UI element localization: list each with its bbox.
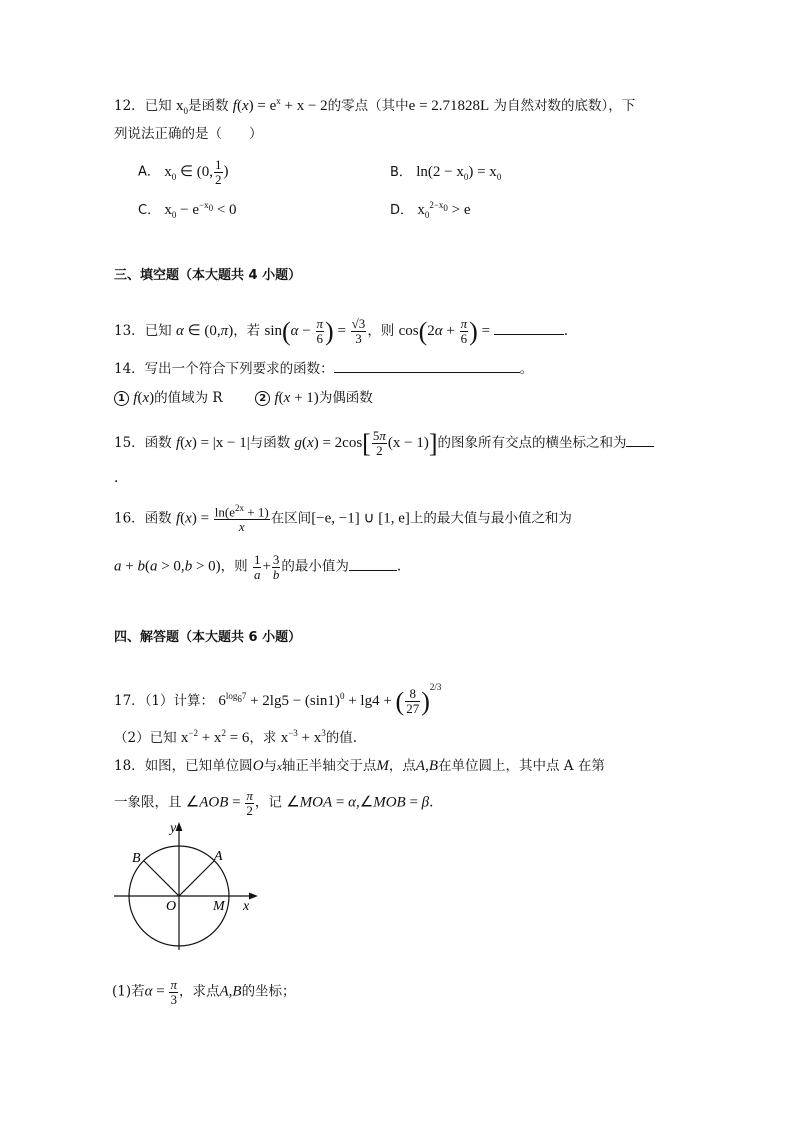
- segment-oa: [179, 861, 214, 896]
- math: b: [137, 558, 145, 575]
- math: x: [185, 510, 192, 527]
- math: f: [175, 510, 181, 527]
- math: (: [302, 435, 308, 452]
- section-4-title: 四、解答题（本大题共 6 小题）: [114, 630, 302, 645]
- option-b: [390, 163, 501, 183]
- math: cos: [398, 323, 419, 340]
- math: $x_0$: [175, 98, 188, 116]
- math: +: [262, 558, 271, 575]
- math: (: [144, 558, 150, 575]
- math: ) =: [191, 510, 213, 527]
- text: 已知: [144, 323, 172, 340]
- question-number: 15．: [114, 435, 145, 452]
- math: α: [144, 983, 153, 1000]
- text: 是函数: [187, 98, 229, 114]
- math: α: [348, 794, 356, 811]
- text: 的最小值为: [281, 558, 349, 575]
- math: α: [290, 323, 299, 340]
- text: .: [396, 558, 402, 575]
- y-axis-arrow: [176, 822, 183, 831]
- math: f: [232, 98, 237, 114]
- math: [: [362, 429, 371, 458]
- text: 与函数: [249, 435, 291, 452]
- fraction: $\frac{3}{b}$: [272, 552, 280, 582]
- text: ，若: [233, 323, 261, 340]
- math: α: [175, 323, 184, 340]
- math: $6^{log_67} + 2\lg 5 - (\sin 1)^0 + \lg 4$ +: [218, 691, 396, 710]
- math: $x_0^{2-x_0} > e$: [417, 200, 471, 220]
- math: ∈ (0,: [183, 323, 221, 340]
- text: 函数: [144, 510, 172, 527]
- question-number: 18．: [114, 758, 145, 774]
- math: =: [332, 794, 349, 811]
- point-m-label: M: [213, 899, 225, 914]
- text: 为自然对数的底数），下: [493, 98, 636, 114]
- math: α: [434, 323, 443, 340]
- text: ，求点: [178, 983, 220, 1000]
- math: MOB: [373, 794, 406, 811]
- text: （1）计算：: [144, 693, 215, 710]
- math: ): [149, 390, 155, 406]
- text: 已知: [144, 98, 172, 114]
- text: 与: [263, 758, 278, 774]
- question-15-end: .: [114, 470, 119, 486]
- math: > 0): [192, 558, 221, 575]
- math: =: [405, 794, 422, 811]
- math: π: [220, 323, 229, 340]
- math: +: [442, 323, 459, 340]
- math: + 1): [290, 390, 319, 406]
- math: =: [333, 323, 350, 340]
- math: ): [228, 323, 234, 340]
- math: O: [252, 758, 264, 774]
- x-axis-label: x: [243, 899, 250, 914]
- math: ∠: [185, 794, 200, 811]
- question-number: 13．: [114, 323, 145, 340]
- math: MOA: [299, 794, 333, 811]
- text: 在单位圆上，其中点 A 在第: [438, 758, 605, 774]
- math: ): [325, 317, 334, 346]
- answer-blank[interactable]: [349, 558, 397, 571]
- text: ，点: [388, 758, 416, 774]
- math: (: [180, 510, 186, 527]
- question-18-line-2: [114, 789, 433, 817]
- math: (: [418, 317, 428, 346]
- math: e = 2.71828L: [408, 98, 490, 114]
- question-18-sub-1: [112, 978, 296, 1006]
- math: (: [236, 98, 242, 114]
- math: (: [278, 390, 284, 406]
- math: ) = 2cos: [313, 435, 363, 452]
- math: =: [477, 323, 494, 340]
- text: 。: [519, 361, 534, 377]
- math: (: [282, 317, 291, 346]
- math: b: [184, 558, 193, 575]
- circled-number-2: 2: [255, 391, 270, 406]
- math: $x^{-3} + x^3$: [280, 728, 326, 746]
- text: ，求: [249, 730, 277, 746]
- math: $\ln(2 - x_0) = x_0$: [416, 164, 502, 182]
- fraction: $\frac{\ln(e^{2x} + 1)}{x}$: [214, 503, 269, 534]
- question-12-line-2: 列说法正确的是（ ）: [114, 126, 263, 142]
- math: M: [376, 758, 389, 774]
- segment-ob: [144, 861, 179, 896]
- math: β: [421, 794, 430, 811]
- option-d: [390, 200, 471, 221]
- text: .: [563, 323, 569, 340]
- math: ]: [428, 429, 438, 458]
- text: 的坐标；: [241, 983, 296, 1000]
- fraction: $\frac{\pi}{6}$: [316, 316, 324, 347]
- math: x: [241, 98, 249, 114]
- unit-circle-figure: [112, 818, 262, 953]
- question-18-line-1: [114, 757, 605, 775]
- math: A,B: [219, 983, 242, 1000]
- math: (: [395, 687, 405, 716]
- math: ): [223, 163, 229, 180]
- question-12-line-1: [114, 96, 635, 117]
- math: x: [277, 761, 282, 773]
- math: x: [307, 435, 314, 452]
- math: ): [469, 317, 478, 346]
- text: .: [429, 794, 434, 811]
- question-number: 17．: [114, 693, 145, 710]
- text: 如图，已知单位圆: [144, 758, 253, 774]
- math: f: [175, 435, 181, 452]
- text: ，记: [254, 794, 282, 811]
- math: A,B: [415, 758, 438, 774]
- math: ∠: [286, 794, 300, 811]
- math: =: [228, 794, 245, 811]
- option-label: D．: [390, 203, 414, 218]
- text: ，则: [367, 323, 395, 340]
- question-number: 16．: [114, 510, 145, 527]
- math: AOB: [199, 794, 229, 811]
- text: 上的最大值与最小值之和为: [409, 510, 572, 527]
- question-15: [114, 428, 654, 459]
- math: g: [294, 435, 303, 452]
- math: a: [114, 558, 122, 575]
- option-label: A．: [138, 164, 160, 180]
- text: ，则: [220, 558, 248, 575]
- math: f: [133, 390, 138, 406]
- math: (: [137, 390, 143, 406]
- math: x: [185, 435, 192, 452]
- text: 在区间: [270, 510, 312, 527]
- text: 的图象所有交点的横坐标之和为: [437, 435, 627, 452]
- text: 函数: [144, 435, 172, 452]
- answer-blank[interactable]: [626, 434, 654, 447]
- math: +: [121, 558, 138, 575]
- y-axis-label: y: [170, 821, 177, 836]
- text: 写出一个符合下列要求的函数：: [144, 361, 334, 377]
- text: 为偶函数: [318, 390, 373, 406]
- fraction: $\frac{1}{2}$: [215, 157, 222, 187]
- circled-number-1: 1: [114, 391, 129, 406]
- section-3-title: 三、填空题（本大题共 4 小题）: [114, 268, 302, 283]
- math: a: [149, 558, 158, 575]
- math: =: [152, 983, 169, 1000]
- math: ) = |x − 1|: [191, 435, 250, 452]
- fraction: $\frac{\pi}{6}$: [460, 316, 468, 347]
- question-number: 12．: [114, 98, 145, 114]
- math: (: [180, 435, 186, 452]
- text: (1)若: [112, 983, 145, 1000]
- question-16-line-1: [114, 504, 572, 534]
- answer-blank[interactable]: [334, 360, 520, 373]
- fraction: $\frac{8}{27}$: [406, 686, 420, 717]
- option-label: C．: [138, 203, 161, 218]
- point-b-label: B: [132, 851, 141, 866]
- option-c: [138, 200, 237, 221]
- math: (x − 1): [387, 435, 429, 452]
- math: ) = $e^x + x - 2$: [248, 96, 328, 114]
- math: x: [283, 390, 291, 406]
- math: 2: [427, 323, 435, 340]
- math: −: [298, 323, 315, 340]
- math: > 0,: [157, 558, 185, 575]
- question-14: [114, 360, 533, 377]
- math: x: [142, 390, 150, 406]
- x-axis-arrow: [249, 893, 258, 900]
- math: ,∠: [356, 794, 374, 811]
- math: [−e, −1] ∪ [1, e]: [311, 510, 410, 527]
- fraction: $\frac{1}{a}$: [253, 552, 261, 582]
- option-label: B．: [390, 165, 412, 180]
- origin-label: O: [166, 899, 177, 914]
- text: 的零点（其中: [327, 98, 409, 114]
- text: 的值域为 R: [154, 390, 223, 406]
- option-a: [138, 158, 229, 186]
- fraction: $\frac{√3}{3}$: [351, 316, 366, 347]
- question-13: [114, 316, 568, 347]
- math: $x_0$ ∈ (0,: [164, 163, 214, 182]
- text: 轴正半轴交于点: [281, 758, 377, 774]
- fraction: $\frac{\pi}{3}$: [170, 977, 177, 1007]
- question-17-part-1: [114, 681, 442, 717]
- answer-blank[interactable]: [494, 322, 564, 335]
- question-14-requirements: [114, 389, 373, 407]
- math: $x^{-2} + x^2 = 6$: [180, 728, 250, 746]
- math: $x_0 - e^{-x_0} < 0$: [164, 200, 237, 220]
- fraction: $\frac{5\pi}{2}$: [372, 428, 386, 459]
- question-17-part-2: [114, 728, 357, 747]
- point-a-label: A: [214, 849, 223, 864]
- question-16-line-2: [114, 553, 401, 581]
- math: 2/3: [429, 681, 442, 692]
- text: （2）已知: [114, 730, 177, 746]
- math: ): [421, 687, 430, 716]
- text: 一象限，且: [114, 794, 182, 811]
- question-number: 14．: [114, 361, 145, 377]
- math: f: [274, 390, 279, 406]
- text: 的值.: [325, 730, 358, 746]
- fraction: $\frac{\pi}{2}$: [246, 788, 253, 818]
- math: sin: [264, 323, 282, 340]
